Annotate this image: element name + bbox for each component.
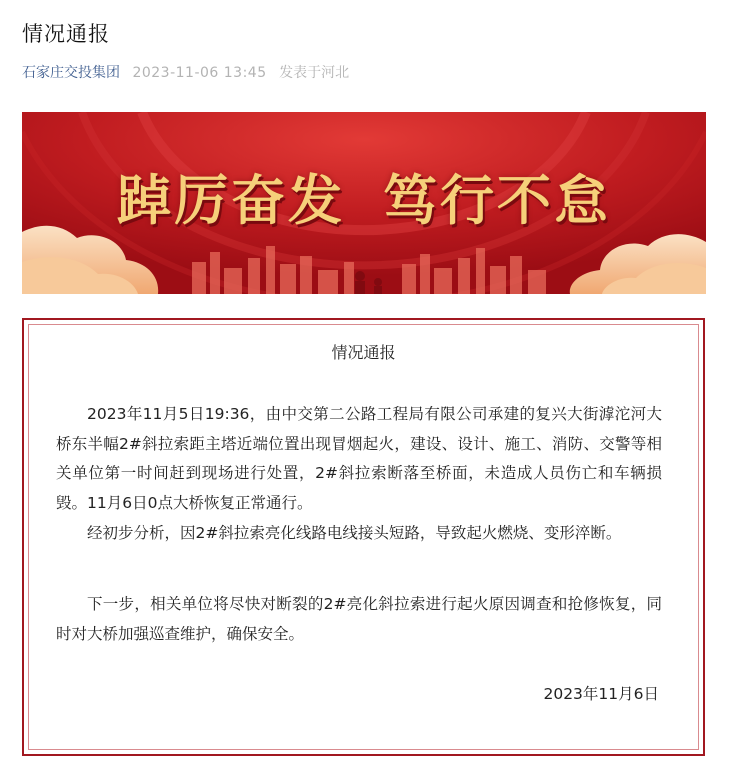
notice-paragraph: 2023年11月5日19:36，由中交第二公路工程局有限公司承建的复兴大街滹沱河大桥东半幅2#斜拉索距主塔近端位置出现冒烟起火，建设、设计、施工、消防、交警等相关单位第一时间赶到现场进行处置，2#斜拉索断落至桥面，未造成人员伤亡和车辆损毁。11月6日0点大桥恢复正常通行。 xyxy=(56,405,662,512)
notice-frame xyxy=(22,318,705,756)
slogan-left: 踔厉奋发 xyxy=(117,169,345,232)
banner-image xyxy=(22,112,706,294)
notice-title: 情况通报 xyxy=(331,343,396,362)
notice-paragraph: 经初步分析，因2#斜拉索亮化线路电线接头短路，导致起火燃烧、变形淬断。 xyxy=(87,524,622,542)
article-meta xyxy=(22,62,349,82)
publish-location: 发表于河北 xyxy=(279,65,350,81)
publish-datetime: 2023-11-06 13:45 xyxy=(132,65,267,81)
banner-slogan xyxy=(22,158,706,235)
notice-paragraph: 下一步，相关单位将尽快对断裂的2#亮化斜拉索进行起火原因调查和抢修恢复，同时对大桥加强巡查维护，确保安全。 xyxy=(56,595,662,643)
article-title: 情况通报 xyxy=(22,22,110,46)
notice-date: 2023年11月6日 xyxy=(543,685,659,703)
source-account-link[interactable]: 石家庄交投集团 xyxy=(22,65,120,81)
slogan-right: 笃行不怠 xyxy=(383,169,611,232)
